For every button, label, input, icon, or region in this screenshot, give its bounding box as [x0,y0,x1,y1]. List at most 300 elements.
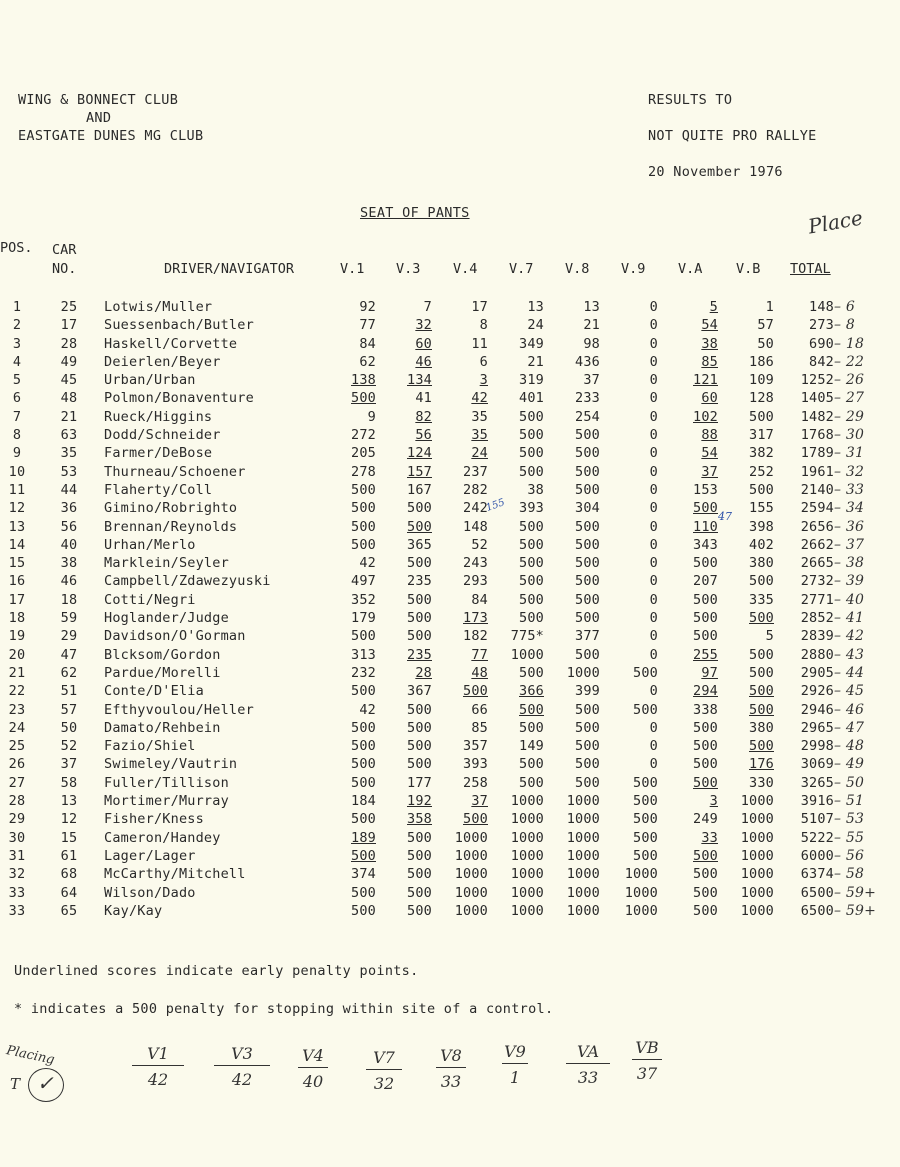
tally-item-label: VA [566,1042,610,1064]
row-score-v7: 319 [519,372,544,389]
row-car-number: 52 [60,738,78,755]
col-header-v4: V.4 [453,261,478,277]
row-score-v9: 0 [649,646,658,663]
row-score-v4: 11 [471,335,488,352]
row-score-v7: 500 [519,591,544,608]
row-position: 26 [8,756,26,773]
row-score-v4: 148 [463,518,488,535]
col-header-pos: POS. [0,240,33,256]
row-score-v4: 1000 [454,847,488,864]
row-score-v3: 192 [407,793,432,810]
row-score-v9: 500 [633,811,658,828]
row-score-v7: 500 [519,573,544,590]
row-score-v8: 1000 [566,884,600,901]
row-score-v4: 1000 [454,884,488,901]
row-total: 1768 [800,427,834,444]
row-score-vb: 109 [749,372,774,389]
row-score-v1: 189 [351,829,376,846]
handwritten-tally-label2: T [10,1075,21,1093]
row-score-v3: 500 [407,902,432,919]
blue-annotation-row12: 155 [484,497,507,514]
tally-item [366,1048,402,1093]
row-score-v1: 92 [359,299,376,315]
table-row [0,774,884,792]
row-score-v8: 304 [575,500,600,517]
row-score-v1: 500 [351,500,376,517]
row-handwritten-place: – 45 [834,683,865,700]
row-score-v9: 0 [649,317,658,334]
row-score-vb: 500 [749,664,774,681]
row-total: 6374 [800,866,834,883]
row-score-v9: 0 [649,335,658,352]
row-score-v3: 56 [415,427,432,444]
row-score-va: 500 [693,719,718,736]
row-position: 2 [12,317,22,334]
row-score-v8: 98 [583,335,600,352]
row-position: 7 [12,408,22,425]
row-score-v1: 500 [351,536,376,553]
row-score-v4: 258 [463,774,488,791]
row-score-vb: 402 [749,536,774,553]
row-total: 1961 [800,463,834,480]
row-car-number: 63 [60,427,78,444]
note-underline: Underlined scores indicate early penalty points. [14,963,419,979]
col-header-v3: V.3 [396,261,421,277]
tally-item-label: V7 [366,1048,402,1070]
row-score-vb: 500 [749,683,774,700]
row-score-v1: 500 [351,518,376,535]
row-score-v1: 232 [351,664,376,681]
row-driver-navigator: Haskell/Corvette [104,335,238,352]
tally-item-value: 37 [636,1064,658,1083]
tally-item [502,1042,528,1087]
results-heading: RESULTS TO [648,92,733,108]
row-driver-navigator: Blcksom/Gordon [104,646,221,663]
row-total: 6500 [800,884,834,901]
table-row [0,627,884,645]
row-car-number: 51 [60,683,78,700]
table-row [0,737,884,755]
row-score-v8: 1000 [566,847,600,864]
row-score-va: 33 [701,829,718,846]
row-score-va: 500 [693,738,718,755]
row-score-v3: 500 [407,701,432,718]
table-row [0,371,884,389]
row-total: 273 [809,317,834,334]
row-score-v1: 42 [359,701,376,718]
tally-item [632,1038,662,1083]
row-score-v8: 21 [583,317,600,334]
row-handwritten-place: – 39 [834,573,865,590]
row-score-v9: 0 [649,427,658,444]
row-score-v7: 393 [519,500,544,517]
row-score-vb: 500 [749,481,774,498]
results-table [0,298,884,920]
row-total: 690 [809,335,834,352]
row-driver-navigator: Swimeley/Vautrin [104,756,238,773]
row-score-v7: 500 [519,610,544,627]
row-score-v7: 500 [519,427,544,444]
row-score-va: 500 [693,774,718,791]
tally-item-value: 42 [231,1070,253,1089]
row-driver-navigator: Damato/Rehbein [104,719,221,736]
row-score-vb: 1000 [740,793,774,810]
row-score-v7: 1000 [510,793,544,810]
row-score-v1: 500 [351,774,376,791]
row-score-v7: 500 [519,774,544,791]
row-score-v8: 436 [575,353,600,370]
row-position: 3 [12,335,22,352]
row-handwritten-place: – 37 [834,536,865,553]
row-position: 27 [8,774,26,791]
row-position: 19 [8,628,26,645]
row-score-v3: 177 [407,774,432,791]
row-driver-navigator: Fisher/Kness [104,811,204,828]
row-handwritten-place: – 59+ [834,902,876,919]
row-score-v3: 32 [415,317,432,334]
row-score-v4: 293 [463,573,488,590]
row-score-vb: 500 [749,646,774,663]
row-position: 21 [8,664,26,681]
tally-item-label: V3 [214,1044,270,1066]
row-total: 1789 [800,445,834,462]
row-total: 2594 [800,500,834,517]
row-position: 32 [8,866,26,883]
row-handwritten-place: – 38 [834,555,865,572]
row-score-v7: 500 [519,518,544,535]
row-score-v8: 377 [575,628,600,645]
row-score-v3: 28 [415,664,432,681]
table-row [0,682,884,700]
row-score-vb: 500 [749,610,774,627]
row-score-v7: 1000 [510,829,544,846]
row-score-v1: 352 [351,591,376,608]
row-score-v8: 500 [575,610,600,627]
table-row [0,353,884,371]
row-total: 2656 [800,518,834,535]
row-score-v3: 365 [407,536,432,553]
row-score-v4: 1000 [454,829,488,846]
row-score-va: 60 [701,390,718,407]
row-score-v1: 500 [351,847,376,864]
row-score-v3: 500 [407,555,432,572]
row-score-v4: 77 [471,646,488,663]
tally-item-value: 40 [302,1072,324,1091]
row-car-number: 56 [60,518,78,535]
row-handwritten-place: – 55 [834,829,865,846]
col-header-total: TOTAL [790,261,831,277]
row-position: 12 [8,500,26,517]
col-header-driver: DRIVER/NAVIGATOR [164,261,295,277]
row-position: 23 [8,701,26,718]
row-driver-navigator: Cameron/Handey [104,829,221,846]
row-score-va: 38 [701,335,718,352]
col-header-va: V.A [678,261,703,277]
row-driver-navigator: Davidson/O'Gorman [104,628,246,645]
row-score-v1: 500 [351,811,376,828]
row-score-v4: 237 [463,463,488,480]
table-row [0,389,884,407]
row-score-vb: 1000 [740,847,774,864]
row-score-v7: 366 [519,683,544,700]
row-car-number: 62 [60,664,78,681]
row-score-v3: 500 [407,829,432,846]
col-header-car-line2: NO. [52,261,77,277]
rally-name: NOT QUITE PRO RALLYE [648,128,817,144]
row-handwritten-place: – 8 [834,317,855,334]
row-score-v7: 1000 [510,811,544,828]
col-header-v9: V.9 [621,261,646,277]
row-position: 15 [8,555,26,572]
row-driver-navigator: Brennan/Reynolds [104,518,238,535]
row-score-vb: 1 [765,299,774,315]
row-score-v9: 0 [649,518,658,535]
row-total: 2771 [800,591,834,608]
row-score-v8: 500 [575,481,600,498]
row-score-v1: 184 [351,793,376,810]
row-score-v8: 1000 [566,902,600,919]
row-car-number: 40 [60,536,78,553]
row-score-va: 500 [693,500,718,517]
row-driver-navigator: Efthyvoulou/Heller [104,701,254,718]
row-score-va: 85 [701,353,718,370]
row-position: 17 [8,591,26,608]
row-score-v3: 500 [407,500,432,517]
row-score-v9: 500 [633,829,658,846]
row-handwritten-place: – 32 [834,463,865,480]
row-car-number: 65 [60,902,78,919]
tally-item-value: 33 [577,1068,599,1087]
row-car-number: 35 [60,445,78,462]
row-score-va: 207 [693,573,718,590]
row-total: 2662 [800,536,834,553]
row-score-v8: 1000 [566,664,600,681]
row-driver-navigator: Lotwis/Muller [104,299,213,315]
row-total: 2965 [800,719,834,736]
row-handwritten-place: – 53 [834,811,865,828]
row-score-va: 500 [693,847,718,864]
row-handwritten-place: – 22 [834,353,865,370]
handwritten-place-heading: Place [806,205,865,239]
table-row [0,536,884,554]
row-score-vb: 1000 [740,811,774,828]
row-driver-navigator: Thurneau/Schoener [104,463,246,480]
row-score-va: 97 [701,664,718,681]
row-score-vb: 1000 [740,884,774,901]
row-score-v1: 500 [351,902,376,919]
row-score-v9: 0 [649,390,658,407]
row-score-v8: 399 [575,683,600,700]
row-score-v9: 0 [649,555,658,572]
row-driver-navigator: Flaherty/Coll [104,481,213,498]
row-score-v9: 500 [633,664,658,681]
table-row [0,499,884,517]
row-total: 2140 [800,481,834,498]
row-driver-navigator: Kay/Kay [104,902,163,919]
row-score-va: 153 [693,481,718,498]
row-handwritten-place: – 56 [834,847,865,864]
table-row [0,646,884,664]
row-score-vb: 500 [749,738,774,755]
row-score-vb: 500 [749,408,774,425]
row-score-v8: 500 [575,555,600,572]
row-total: 2905 [800,664,834,681]
table-row [0,481,884,499]
row-score-v1: 278 [351,463,376,480]
row-total: 2852 [800,610,834,627]
row-score-vb: 1000 [740,866,774,883]
col-header-vb: V.B [736,261,761,277]
row-score-v3: 124 [407,445,432,462]
check-mark-icon: ✓ [37,1071,54,1095]
table-row [0,810,884,828]
row-car-number: 44 [60,481,78,498]
row-score-v9: 500 [633,847,658,864]
row-score-va: 5 [709,299,718,315]
row-score-vb: 398 [749,518,774,535]
row-score-v3: 46 [415,353,432,370]
row-total: 2665 [800,555,834,572]
row-score-v1: 9 [367,408,376,425]
table-row [0,884,884,902]
row-score-v3: 235 [407,573,432,590]
row-score-v4: 3 [479,372,488,389]
row-car-number: 68 [60,866,78,883]
row-score-v1: 497 [351,573,376,590]
row-score-vb: 500 [749,573,774,590]
row-position: 11 [8,481,26,498]
row-car-number: 13 [60,793,78,810]
row-score-v7: 1000 [510,902,544,919]
row-score-v8: 1000 [566,793,600,810]
row-score-vb: 128 [749,390,774,407]
row-total: 2998 [800,738,834,755]
row-score-v3: 60 [415,335,432,352]
row-score-v4: 8 [479,317,488,334]
row-score-v7: 500 [519,555,544,572]
row-score-va: 249 [693,811,718,828]
row-position: 20 [8,646,26,663]
row-score-v7: 500 [519,719,544,736]
row-handwritten-place: – 27 [834,390,865,407]
row-score-v4: 35 [471,408,488,425]
row-score-v7: 24 [527,317,544,334]
row-score-v4: 243 [463,555,488,572]
row-score-v4: 17 [471,299,488,315]
row-score-v4: 242 [463,500,488,517]
row-score-v3: 500 [407,719,432,736]
row-score-v3: 500 [407,628,432,645]
row-score-va: 54 [701,317,718,334]
table-row [0,664,884,682]
row-score-v4: 173 [463,610,488,627]
row-score-v9: 1000 [624,884,658,901]
table-row [0,847,884,865]
row-total: 2926 [800,683,834,700]
col-header-car-line1: CAR [52,242,77,258]
row-car-number: 29 [60,628,78,645]
row-handwritten-place: – 47 [834,719,865,736]
row-car-number: 12 [60,811,78,828]
row-position: 18 [8,610,26,627]
row-score-v9: 1000 [624,866,658,883]
row-score-vb: 380 [749,719,774,736]
table-row [0,316,884,334]
row-driver-navigator: Fazio/Shiel [104,738,196,755]
row-score-v4: 85 [471,719,488,736]
row-score-v4: 48 [471,664,488,681]
row-score-v9: 0 [649,738,658,755]
row-score-v8: 500 [575,518,600,535]
row-handwritten-place: – 29 [834,408,865,425]
row-score-vb: 186 [749,353,774,370]
table-row [0,865,884,883]
row-score-va: 338 [693,701,718,718]
row-score-v7: 500 [519,445,544,462]
table-row [0,829,884,847]
row-score-v9: 0 [649,591,658,608]
row-score-v9: 1000 [624,902,658,919]
row-score-v9: 0 [649,683,658,700]
row-handwritten-place: – 26 [834,372,865,389]
row-score-va: 343 [693,536,718,553]
row-position: 25 [8,738,26,755]
row-handwritten-place: – 31 [834,445,865,462]
row-score-v3: 157 [407,463,432,480]
row-handwritten-place: – 36 [834,518,865,535]
row-car-number: 46 [60,573,78,590]
row-total: 1252 [800,372,834,389]
tally-item [436,1046,466,1091]
row-score-v7: 500 [519,701,544,718]
row-score-v9: 0 [649,500,658,517]
tally-item [132,1044,184,1089]
row-score-v7: 349 [519,335,544,352]
row-score-v7: 13 [527,299,544,315]
table-row [0,755,884,773]
row-score-v1: 500 [351,738,376,755]
row-total: 6000 [800,847,834,864]
table-row [0,609,884,627]
row-score-v4: 1000 [454,866,488,883]
row-score-v8: 500 [575,646,600,663]
row-score-v1: 272 [351,427,376,444]
row-score-va: 88 [701,427,718,444]
row-score-v7: 401 [519,390,544,407]
row-score-vb: 5 [765,628,774,645]
row-total: 5222 [800,829,834,846]
tally-item-label: VB [632,1038,662,1060]
row-score-v1: 500 [351,756,376,773]
row-score-v3: 500 [407,610,432,627]
row-car-number: 36 [60,500,78,517]
row-score-v3: 500 [407,591,432,608]
row-driver-navigator: Wilson/Dado [104,884,196,901]
row-score-v3: 167 [407,481,432,498]
row-total: 3069 [800,756,834,773]
row-position: 5 [12,372,22,389]
tally-item [566,1042,610,1087]
row-score-v3: 235 [407,646,432,663]
row-handwritten-place: – 34 [834,500,865,517]
row-driver-navigator: Pardue/Morelli [104,664,221,681]
row-car-number: 18 [60,591,78,608]
row-driver-navigator: Gimino/Robrighto [104,500,238,517]
table-row [0,591,884,609]
row-score-va: 500 [693,555,718,572]
row-score-v8: 500 [575,536,600,553]
row-score-va: 294 [693,683,718,700]
